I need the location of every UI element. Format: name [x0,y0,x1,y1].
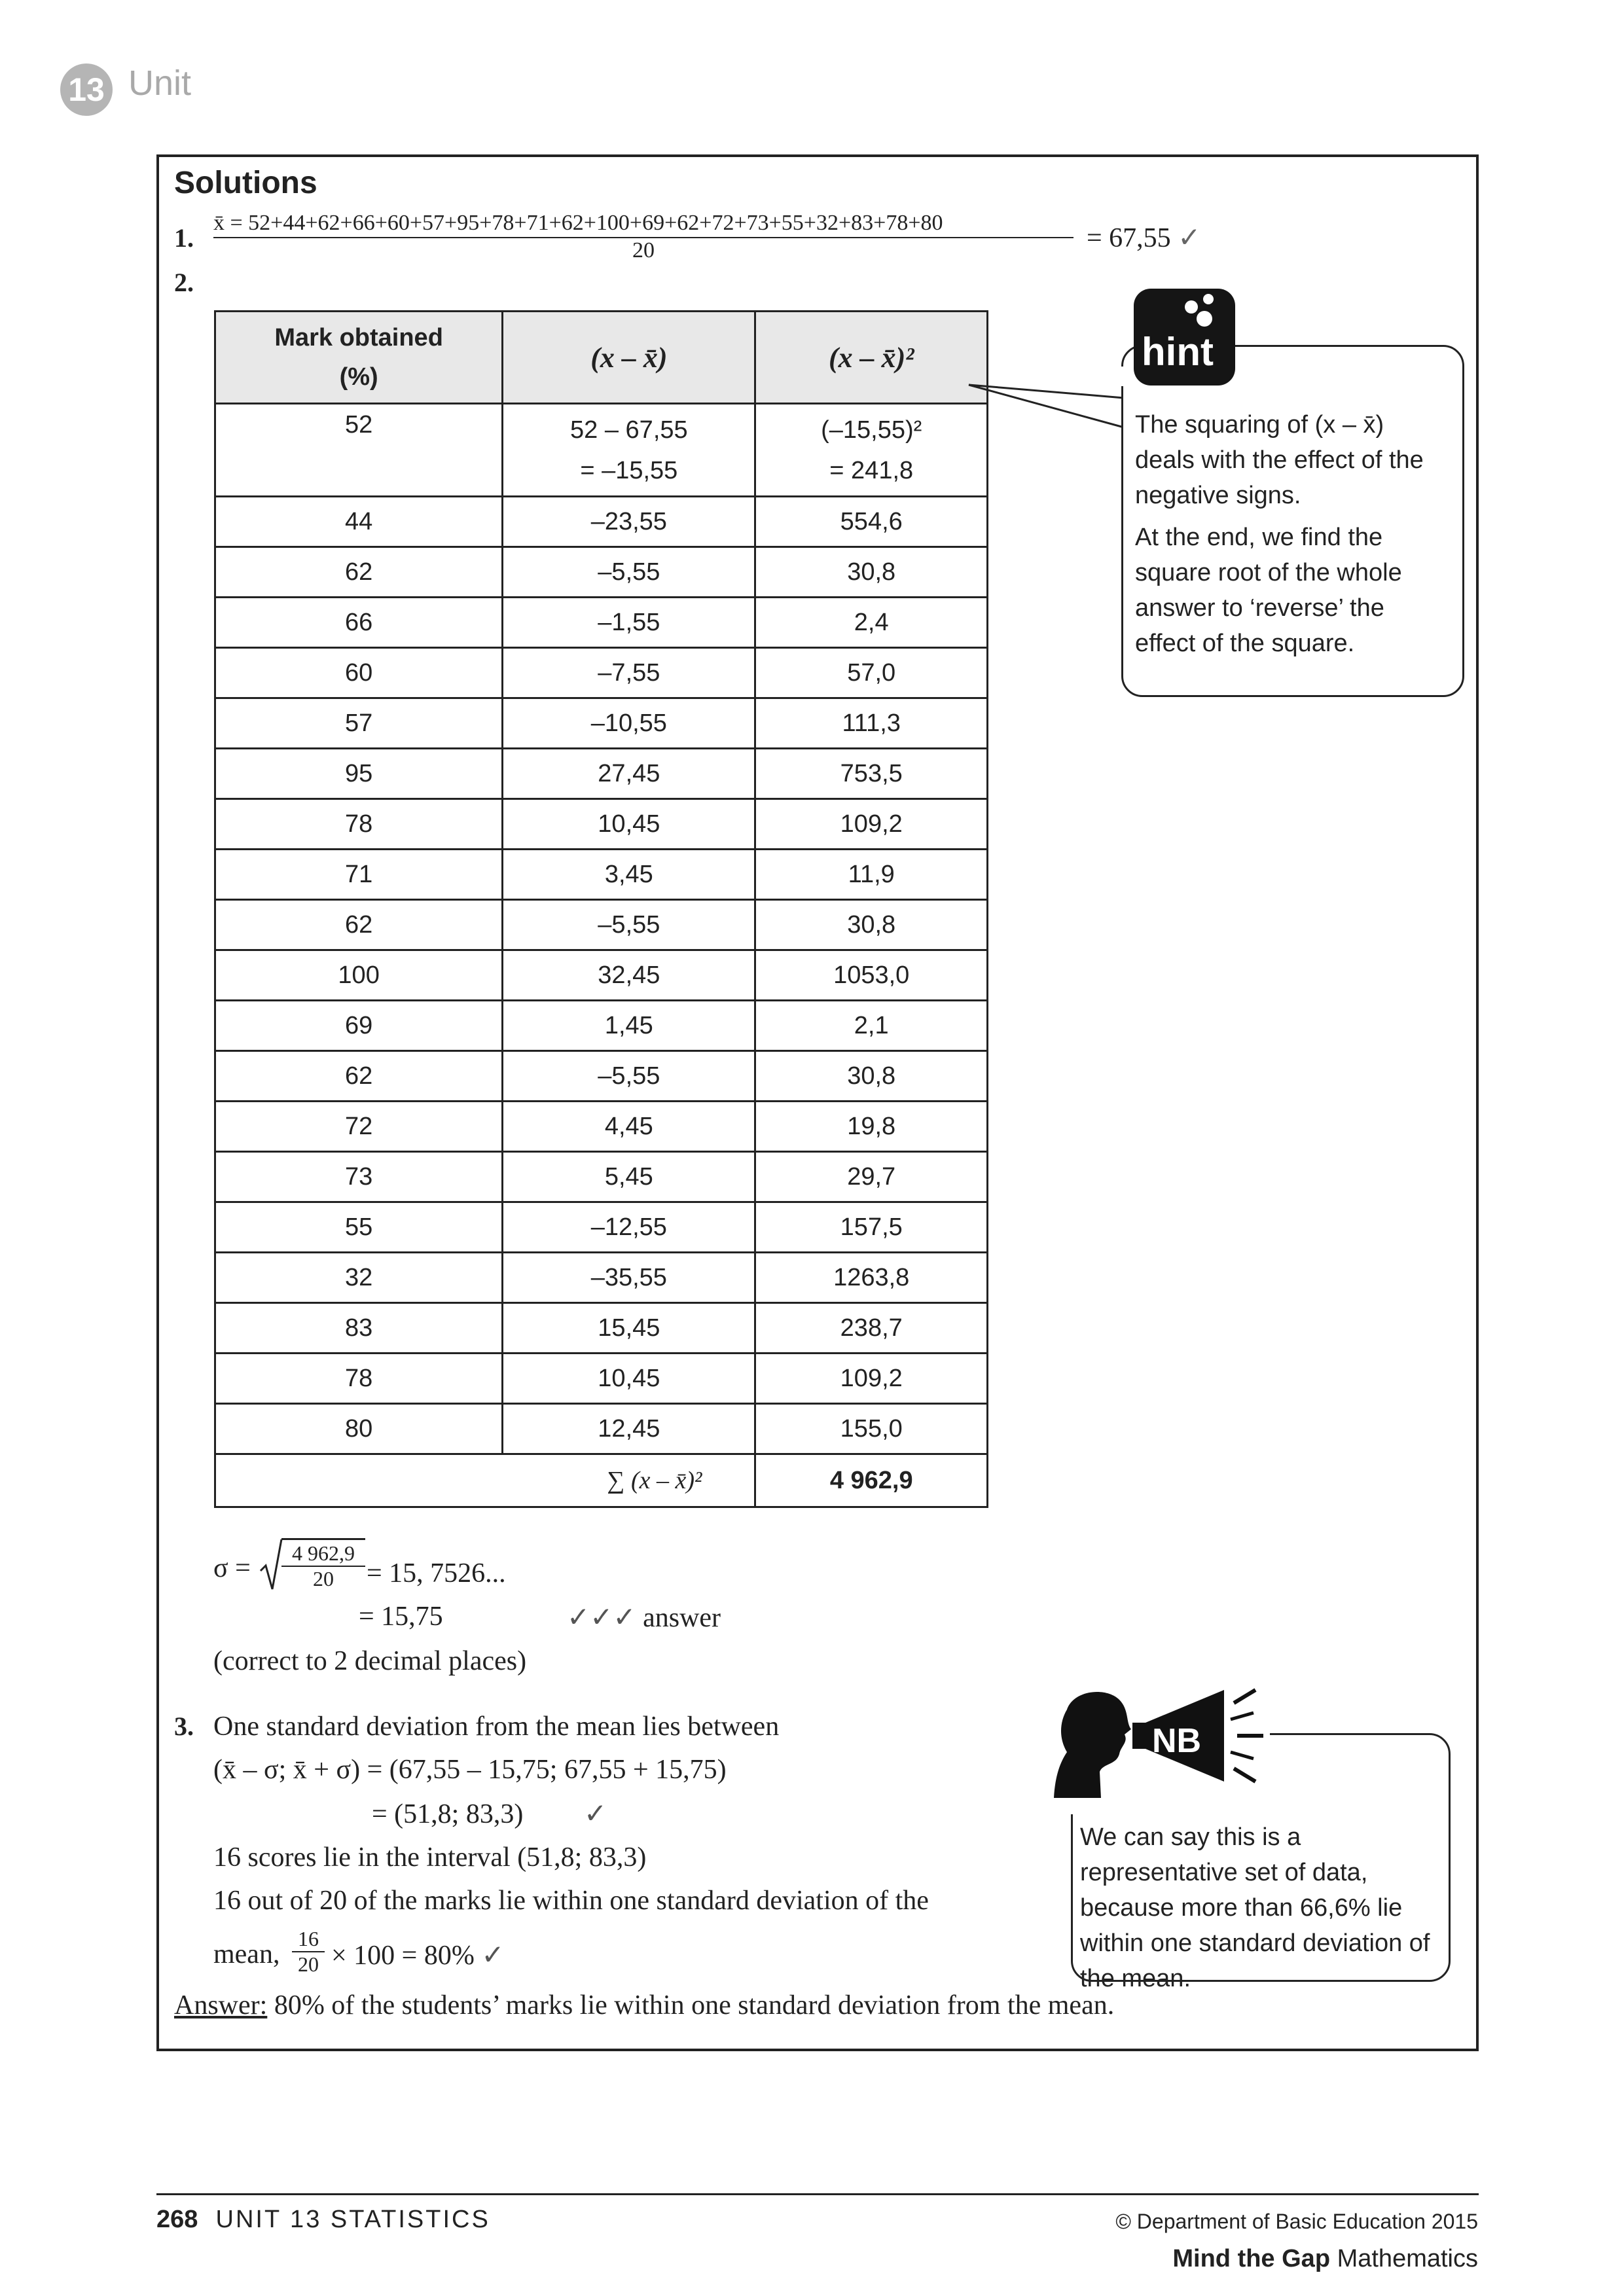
q3-line-6-suffix [331,1939,505,1971]
cell-squared: 57,0 [755,648,988,698]
percentage-denominator: 20 [298,1952,319,1976]
answer-word: answer [643,1603,721,1633]
table-row [215,1152,988,1202]
cell-mark: 60 [215,648,503,698]
cell-deviation: –5,55 [503,900,755,950]
cell-mark: 62 [215,1051,503,1102]
cell-deviation: 3,45 [503,850,755,900]
nb-text: We can say this is a representative set of data, because more than 66,6% lie within one standard deviation of the mean. [1080,1823,1430,1992]
cell-squared: 30,8 [755,547,988,598]
cell-squared: 2,1 [755,1001,988,1051]
cell-mark: 80 [215,1404,503,1454]
question-2-number: 2. [174,268,194,297]
hint-text [1135,407,1449,661]
cell-squared: 554,6 [755,497,988,547]
cell-deviation: 32,45 [503,950,755,1001]
cell-deviation: –5,55 [503,547,755,598]
table-row [215,799,988,850]
cell-mark: 44 [215,497,503,547]
cell-mark: 52 [215,404,503,497]
header-deviation: (x – x̄) [503,312,755,404]
cell-squared: 2,4 [755,598,988,648]
table-row [215,850,988,900]
cell-mark: 100 [215,950,503,1001]
hint-badge [1134,289,1235,386]
cell-mark: 32 [215,1253,503,1303]
cell-deviation: 5,45 [503,1152,755,1202]
footer-rule [156,2193,1479,2195]
cell-deviation: –5,55 [503,1051,755,1102]
cell-squared: 238,7 [755,1303,988,1354]
mean-numerator: x̄ = 52+44+62+66+60+57+95+78+71+62+100+69+62+72+73+55+32+83+78+80 [213,211,1074,238]
cell-squared: 30,8 [755,1051,988,1102]
percentage-numerator: 16 [292,1927,325,1952]
mean-denominator: 20 [632,238,655,262]
cell-mark: 73 [215,1152,503,1202]
q3-line-4: 16 scores lie in the interval (51,8; 83,3) [213,1842,647,1873]
megaphone-person-icon [1047,1683,1270,1814]
table-row [215,900,988,950]
percentage-result: × 100 = 80% [331,1941,475,1971]
cell-mark: 71 [215,850,503,900]
answer-text: 80% of the students’ marks lie within one standard deviation from the mean. [267,1990,1115,2020]
table-header-row [215,312,988,404]
sq-line2: = 241,8 [829,456,914,484]
cell-deviation: 15,45 [503,1303,755,1354]
cell-squared: 109,2 [755,1354,988,1404]
dev-line1: 52 – 67,55 [570,416,688,444]
cell-deviation: –23,55 [503,497,755,547]
cell-deviation: 12,45 [503,1404,755,1454]
footer-page-info [156,2206,490,2234]
cell-deviation: 1,45 [503,1001,755,1051]
cell-mark: 72 [215,1102,503,1152]
cell-deviation: 10,45 [503,1354,755,1404]
cell-squared: 1053,0 [755,950,988,1001]
header-mark-line2: (%) [339,363,378,391]
table-row [215,1404,988,1454]
table-row [215,547,988,598]
cell-deviation: –35,55 [503,1253,755,1303]
footer-brand [1172,2245,1478,2273]
cell-mark: 78 [215,799,503,850]
hint-dot-icon [1197,311,1212,327]
table-row [215,497,988,547]
cell-deviation: –10,55 [503,698,755,749]
hint-para-1: The squaring of (x – x̄) deals with the effect of the negative signs. [1135,411,1424,509]
footer-copyright: © Department of Basic Education 2015 [1115,2210,1478,2233]
question-3-number: 3. [174,1712,194,1741]
q3-line-6-prefix: mean, [213,1939,280,1969]
triple-check-marks: ✓✓✓ [567,1603,636,1633]
mean-result [1087,221,1200,254]
unit-label: Unit [128,63,192,103]
cell-deviation: 10,45 [503,799,755,850]
sqrt-sign-icon [258,1537,284,1592]
cell-squared: 30,8 [755,900,988,950]
header-mark-line1: Mark obtained [274,324,443,351]
hint-badge-label: hint [1142,330,1214,374]
table-row [215,1303,988,1354]
unit-number-badge [60,63,113,116]
table-row [215,1001,988,1051]
cell-deviation: 4,45 [503,1102,755,1152]
sum-value: 4 962,9 [755,1454,988,1507]
check-mark: ✓ [584,1799,607,1829]
cell-mark: 83 [215,1303,503,1354]
table-row [215,950,988,1001]
unit-title: UNIT 13 STATISTICS [215,2206,490,2233]
sum-label: ∑ (x – x̄)² [215,1454,755,1507]
table-row [215,598,988,648]
table-sum-row [215,1454,988,1507]
table-row [215,1202,988,1253]
sigma-result-2: = 15,75 [359,1602,443,1632]
cell-deviation [503,404,755,497]
mean-fraction [213,211,1074,263]
hint-pointer [962,367,1132,445]
header-squared: (x – x̄)² [755,312,988,404]
cell-mark: 66 [215,598,503,648]
table-row [215,1102,988,1152]
unit-number: 13 [68,71,105,108]
cell-mark: 62 [215,547,503,598]
check-mark: ✓ [481,1941,505,1971]
sigma-fraction [281,1538,365,1591]
question-1-number: 1. [174,223,194,253]
cell-deviation: 27,45 [503,749,755,799]
table-row [215,698,988,749]
percentage-fraction [292,1927,325,1977]
table-row [215,749,988,799]
cell-squared: 753,5 [755,749,988,799]
mean-result-text: = 67,55 [1087,223,1171,253]
cell-squared: 1263,8 [755,1253,988,1303]
cell-squared: 29,7 [755,1152,988,1202]
table-row [215,1354,988,1404]
deviation-table [214,310,988,1508]
rounding-note: (correct to 2 decimal places) [213,1646,527,1676]
table-row [215,1051,988,1102]
sigma-numerator: 4 962,9 [281,1541,365,1567]
q3-line-1: One standard deviation from the mean lies between [213,1712,780,1742]
hint-dot-icon [1203,294,1214,304]
sigma-lhs: σ = [213,1553,251,1583]
sigma-denominator: 20 [313,1567,334,1590]
page-number: 268 [156,2206,198,2233]
hint-para-2: At the end, we find the square root of the whole answer to ‘reverse’ the effect of the square. [1135,524,1402,657]
table-row [215,1253,988,1303]
final-answer [174,1990,1114,2021]
sigma-answer [567,1601,721,1634]
cell-mark: 78 [215,1354,503,1404]
nb-badge-label: NB [1152,1722,1202,1760]
cell-mark: 95 [215,749,503,799]
table-row [215,404,988,497]
cell-squared: 11,9 [755,850,988,900]
cell-squared: 157,5 [755,1202,988,1253]
q3-line-5: 16 out of 20 of the marks lie within one standard deviation of the [213,1886,929,1916]
brand-rest: Mathematics [1330,2245,1478,2272]
cell-squared: 109,2 [755,799,988,850]
hint-dot-icon [1185,300,1198,314]
cell-deviation: –12,55 [503,1202,755,1253]
cell-squared: 155,0 [755,1404,988,1454]
cell-squared: 111,3 [755,698,988,749]
cell-deviation: –7,55 [503,648,755,698]
cell-mark: 62 [215,900,503,950]
cell-squared [755,404,988,497]
cell-mark: 57 [215,698,503,749]
q3-line-2: (x̄ – σ; x̄ + σ) = (67,55 – 15,75; 67,55 + 15,75) [213,1755,727,1785]
dev-line2: = –15,55 [580,456,678,484]
cell-mark: 55 [215,1202,503,1253]
header-mark [215,312,503,404]
cell-squared: 19,8 [755,1102,988,1152]
brand-bold: Mind the Gap [1172,2245,1331,2272]
table-row [215,648,988,698]
sigma-result-1: = 15, 7526... [367,1558,506,1588]
q3-line-3: = (51,8; 83,3) [372,1799,524,1829]
sq-line1: (–15,55)² [821,416,922,444]
cell-mark: 69 [215,1001,503,1051]
answer-label: Answer: [174,1990,268,2020]
cell-deviation: –1,55 [503,598,755,648]
check-mark: ✓ [1178,223,1201,253]
solutions-title: Solutions [174,166,317,200]
